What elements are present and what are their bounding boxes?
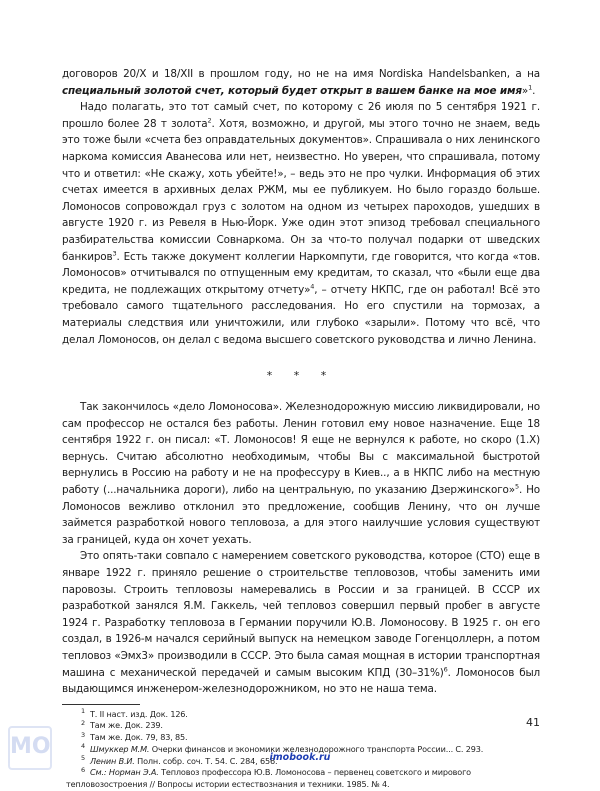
footnote-text: Тепловоз профессора Ю.В. Ломоносова – первенец советского и мирового тепловозостроения // Вопросы истории естествознания и техники. 1985. № 4. [66,767,471,789]
paragraph-2-text-b: . Хотя, возможно, и другой, мы этого точно не знаем, ведь это тоже были «счета без оправдательных документов». Спрашивала о них ленинского наркома комиссия Аванесова или нет, неизвестно. Но уверен, что спрашивала, потому что и ответил: «Не скажу, хоть убейте!», – ведь это не про чулки. Информация об этих счетах имеется в архивных делах РЖМ, мы ее публикуем. Но было гораздо больше. Ломоносов сопровождал груз с золотом на одном из четырех пароходов, ушедших в августе 1920 г. из Ревеля в Нью-Йорк. Уже один этот эпизод требовал специального разбирательства комиссии Совнаркома. Он за что-то получал подарки от шведских банкиров [62,117,540,263]
footnote [62,720,540,732]
footnote-ref-5: 5 [514,482,519,491]
footnote-ref-2: 2 [207,116,212,125]
footnote-text: Очерки финансов и экономики железнодорожного транспорта России... С. 293. [149,743,484,754]
paragraph-3-text-b: . Но Ломоносов вежливо отклонил это предложение, сообщив Ленину, что он лучше займется разработкой нового тепловоза, а для этого наилучшие условия существуют за границей, куда он хочет уехать. [62,484,540,546]
footnote-text: Полн. собр. соч. Т. 54. С. 284, 656. [134,755,278,766]
footnote-ref-3: 3 [112,249,117,258]
paragraph-1 [62,66,540,99]
paragraph-2-text-a: Надо полагать, это тот самый счет, по которому с 26 июля по 5 сентября 1921 г. прошло более 28 т золота [62,101,540,130]
footnote-text: Там же. Док. 239. [90,720,163,731]
paragraph-2-text-c: . Есть также документ коллегии Наркомпути, где говорится, что когда «тов. Ломоносов» отчитывался по отпущенным ему кредитам, то сказал, что «были еще два кредита, не подлежащих открытому отчету» [62,250,540,296]
footnote-number: 3 [81,730,85,739]
footnote-number: 2 [81,718,85,727]
footnote-number: 1 [81,707,85,716]
footnote-ref-4: 4 [310,282,315,291]
quote-close: » [521,84,529,97]
paragraph-1-end: . [532,84,536,97]
footnote [62,709,540,721]
footnote [62,732,540,744]
footnote-ref-1: 1 [528,83,533,92]
publisher-watermark-logo: MO [8,726,52,770]
footnote-prefix: См.: [90,767,109,778]
footnotes [62,709,540,791]
footnote-number: 4 [81,742,85,751]
footnote-author: Норман Э.А. [108,767,159,778]
paragraph-1-text: договоров 20/X и 18/XII в прошлом году, но не на имя Nordiska Handelsbanken, а на [62,68,540,80]
section-separator: * * * [266,369,336,383]
paragraph-4-text-b: . Ломоносов был выдающимся инженером-железнодорожником, но это не наша тема. [62,666,541,696]
emphasis-bold-italic: специальный золотой счет, который будет открыт в вашем банке на мое имя [62,84,522,97]
footnote-author: Ленин В.И. [90,755,135,766]
footnote-text: Т. II наст. изд. Док. 126. [90,708,188,719]
paragraph-3 [62,399,540,548]
footnote-divider [62,704,140,705]
page-number: 41 [526,716,540,729]
paragraph-2-text-d: , – отчету НКПС, где он работал! Всё это требовало самого тщательного расследования. Но его спустили на тормозах, а материалы следствия или уничтожили, или глубоко «зарыли». Потому что всё, что делал Ломоносов, он делал с ведома высшего советского руководства и лично Ленина. [62,283,540,346]
paragraph-3-text-a: Так закончилось «дело Ломоносова». Железнодорожную миссию ликвидировали, но сам профессор не остался без работы. Ленин готовил ему новое назначение. Еще 18 сентября 1922 г. он писал: «Т. Ломоносов! Я еще не вернулся к работе, но скоро (1.X) вернусь. Считаю абсолютно необходимым, чтобы Вы с максимальной быстротой вернулись в Россию на работу и не на профессуру в Киев.., а в НКПС либо на местную работу (...начальника дороги), либо на центральную, по указанию Дзержинского» [62,401,540,497]
paragraph-2 [62,99,540,348]
footnote-ref-6: 6 [443,665,448,674]
footnote-number: 6 [81,765,85,774]
paragraph-4-text-a: Это опять-таки совпало с намерением советского руководства, которое (СТО) еще в январе 1922 г. приняло решение о строительстве тепловозов, чтобы заменить ими паровозы. Строить тепловозы намеревались в России и за границей. В СССР их разработкой занялся Я.М. Гаккель, чей тепловоз совершил первый пробег в августе 1924 г. Разработку тепловоза в Германии поручили Ю.В. Ломоносову. В 1925 г. он его создал, в 1926-м начался серийный выпуск на немецком заводе Гогенцоллерн, а потом тепловоз «Эмх3» производили в СССР. Это была самая мощная в истории транспортная машина с механической передачей и самым высоким КПД (30–31%) [62,550,540,679]
footnote-author: Шмуккер М.М. [90,743,150,754]
site-url[interactable]: imobook.ru [269,752,331,763]
page-body [62,66,540,791]
footnote-number: 5 [81,753,85,762]
footnote-text: Там же. Док. 79, 83, 85. [90,732,188,743]
paragraph-4 [62,548,540,697]
footnote [62,767,540,790]
